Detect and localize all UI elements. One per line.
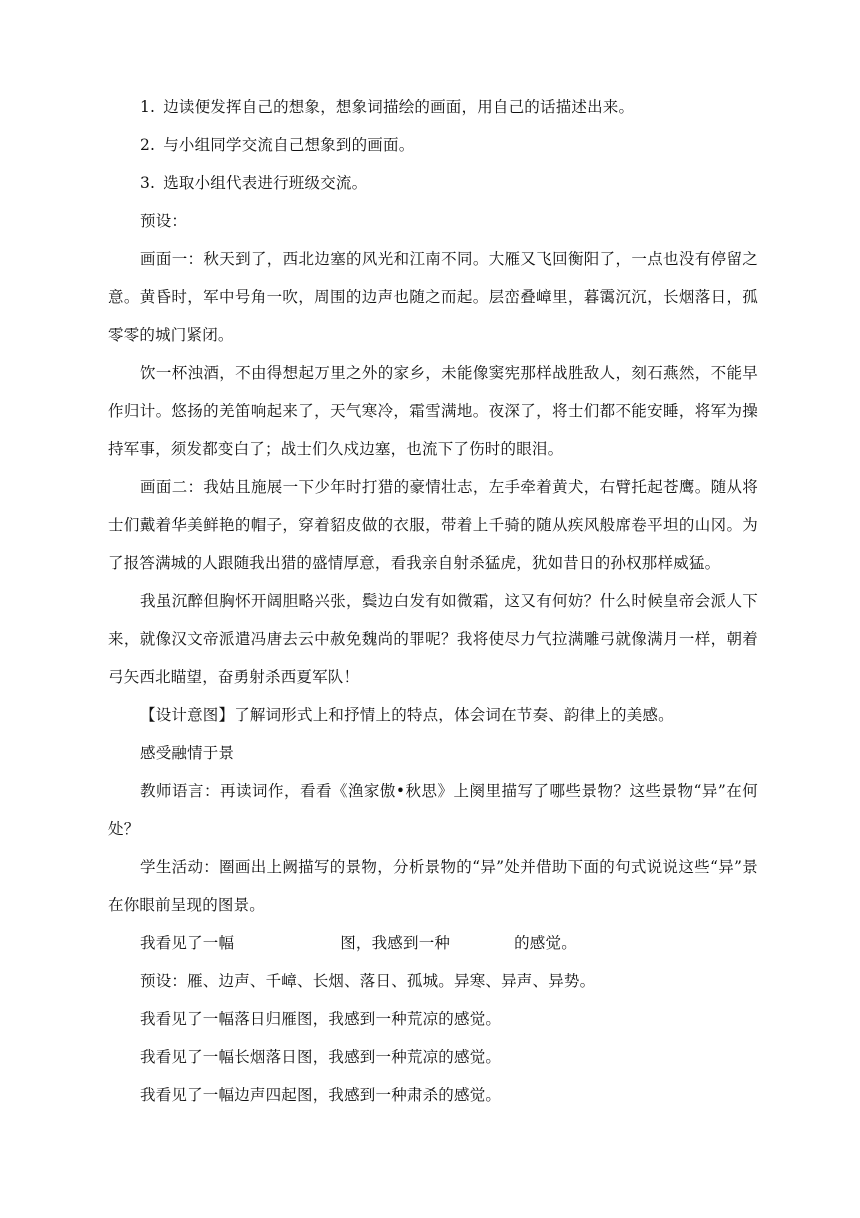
list-number: 2.	[140, 136, 156, 154]
example-sentence-1: 我看见了一幅落日归雁图，我感到一种荒凉的感觉。	[140, 1010, 502, 1028]
list-item-2	[108, 126, 758, 164]
document-body	[108, 88, 758, 1114]
pattern-part-a: 我看见了一幅	[140, 934, 235, 952]
sentence-pattern	[108, 924, 758, 962]
pattern-part-c: 的感觉。	[514, 934, 577, 952]
example-sentence-3: 我看见了一幅边声四起图，我感到一种肃杀的感觉。	[140, 1086, 502, 1104]
list-item-3	[108, 164, 758, 202]
scene1-paragraph-1: 画面一：秋天到了，西北边塞的风光和江南不同。大雁又飞回衡阳了，一点也没有停留之意。黄昏时，军中号角一吹，周围的边声也随之而起。层峦叠嶂里，暮霭沉沉，长烟落日，孤零零的城门紧闭。	[108, 250, 758, 344]
list-text: 选取小组代表进行班级交流。	[163, 174, 368, 192]
preset-answers: 预设：雁、边声、千嶂、长烟、落日、孤城。异寒、异声、异势。	[140, 972, 596, 990]
scene2-paragraph-2: 我虽沉醉但胸怀开阔胆略兴张，鬓边白发有如微霜，这又有何妨？什么时候皇帝会派人下来，就像汉文帝派遣冯唐去云中赦免魏尚的罪呢？我将使尽力气拉满雕弓就像满月一样，朝着弓矢西北瞄望，奋勇射杀西夏军队！	[108, 592, 758, 686]
list-text: 与小组同学交流自己想象到的画面。	[163, 136, 415, 154]
list-number: 1.	[140, 98, 156, 116]
example-sentence-2: 我看见了一幅长烟落日图，我感到一种荒凉的感觉。	[140, 1048, 502, 1066]
pattern-part-b: 图，我感到一种	[340, 934, 451, 952]
section-title: 感受融情于景	[140, 744, 235, 762]
design-intent: 【设计意图】了解词形式上和抒情上的特点，体会词在节奏、韵律上的美感。	[140, 706, 674, 724]
list-item-1	[108, 88, 758, 126]
scene2-paragraph-1: 画面二：我姑且施展一下少年时打猎的豪情壮志，左手牵着黄犬，右臂托起苍鹰。随从将士们戴着华美鲜艳的帽子，穿着貂皮做的衣服，带着上千骑的随从疾风般席卷平坦的山冈。为了报答满城的人跟随我出猎的盛情厚意，看我亲自射杀猛虎，犹如昔日的孙权那样威猛。	[108, 478, 758, 572]
teacher-language: 教师语言：再读词作，看看《渔家傲•秋思》上阕里描写了哪些景物？这些景物“异”在何处？	[108, 782, 758, 838]
list-text: 边读便发挥自己的想象，想象词描绘的画面，用自己的话描述出来。	[163, 98, 635, 116]
student-activity: 学生活动：圈画出上阙描写的景物，分析景物的“异”处并借助下面的句式说说这些“异”景在你眼前呈现的图景。	[108, 858, 758, 914]
scene1-paragraph-2: 饮一杯浊酒，不由得想起万里之外的家乡，未能像窦宪那样战胜敌人，刻石燕然，不能早作归计。悠扬的羌笛响起来了，天气寒冷，霜雪满地。夜深了，将士们都不能安睡，将军为操持军事，须发都变白了；战士们久戍边塞，也流下了伤时的眼泪。	[108, 364, 758, 458]
list-number: 3.	[140, 174, 156, 192]
preset-label: 预设：	[140, 212, 188, 230]
